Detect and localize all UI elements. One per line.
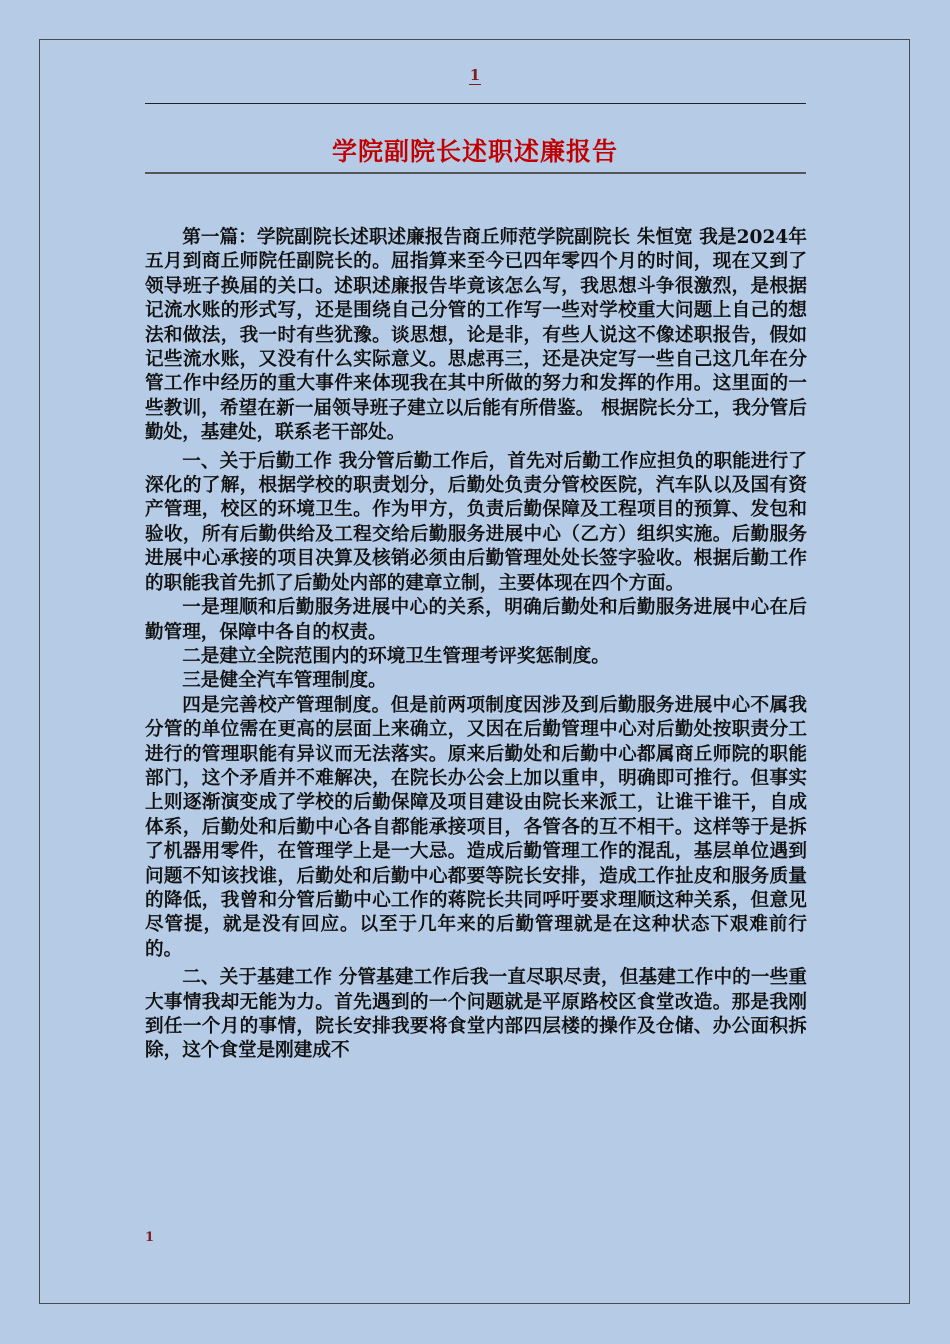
paragraph: 二是建立全院范围内的环境卫生管理考评奖惩制度。 xyxy=(182,645,610,667)
title-divider xyxy=(145,172,806,174)
header-page-number: 1 xyxy=(469,66,481,84)
document-body xyxy=(145,226,807,1064)
paragraph: 一、关于后勤工作 我分管后勤工作后，首先对后勤工作应担负的职能进行了深化的了解，根据学校的职责划分，后勤处负责分管校医院，汽车队以及国有资产管理，校区的环境卫生。作为甲方，负责后勤保障及工程项目的预算、发包和验收，所有后勤供给及工程交给后勤服务进展中心（乙方）组织实施。后勤服务进展中心承接的项目决算及核销必须由后勤管理处处长签字验收。根据后勤工作的职能我首先抓了后勤处内部的建章立制，主要体现在四个方面。 xyxy=(145,450,807,594)
document-title: 学院副院长述职述廉报告 xyxy=(331,137,618,166)
paragraph: 三是健全汽车管理制度。 xyxy=(182,670,387,692)
paragraph: 二、关于基建工作 分管基建工作后我一直尽职尽责，但基建工作中的一些重大事情我却无能为力。首先遇到的一个问题就是平原路校区食堂改造。那是我刚到任一个月的事情，院长安排我要将食堂内部四层楼的操作及仓储、办公面积拆除，这个食堂是刚建成不 xyxy=(145,967,807,1062)
header-divider xyxy=(145,103,806,104)
footer-page-number: 1 xyxy=(145,1230,155,1245)
paragraph: 一是理顺和后勤服务进展中心的关系，明确后勤处和后勤服务进展中心在后勤管理，保障中各自的权责。 xyxy=(145,597,807,643)
paragraph: 四是完善校产管理制度。但是前两项制度因涉及到后勤服务进展中心不属我分管的单位需在更高的层面上来确立，又因在后勤管理中心对后勤处按职责分工进行的管理职能有异议而无法落实。原来后勤处和后勤中心都属商丘师院的职能部门，这个矛盾并不难解决，在院长办公会上加以重申，明确即可推行。但事实上则逐渐演变成了学校的后勤保障及项目建设由院长来派工，让谁干谁干，自成体系，后勤处和后勤中心各自都能承接项目，各管各的互不相干。这样等于是拆了机器用零件，在管理学上是一大忌。造成后勤管理工作的混乱，基层单位遇到问题不知该找谁，后勤处和后勤中心都要等院长安排，造成工作扯皮和服务质量的降低，我曾和分管后勤中心工作的蒋院长共同呼吁要求理顺这种关系，但意见尽管提，就是没有回应。以至于几年来的后勤管理就是在这种状态下艰难前行的。 xyxy=(145,694,807,960)
paragraph: 第一篇：学院副院长述职述廉报告商丘师范学院副院长 朱恒宽 我是2024年五月到商丘师院任副院长的。屈指算来至今已四年零四个月的时间，现在又到了领导班子换届的关口。述职述廉报告毕竟该怎么写，我思想斗争很激烈，是根据记流水账的形式写，还是围绕自己分管的工作写一些对学校重大问题上自己的想法和做法，我一时有些犹豫。谈思想，论是非，有些人说这不像述职报告，假如记些流水账，又没有什么实际意义。思虑再三，还是决定写一些自己这几年在分管工作中经历的重大事件来体现我在其中所做的努力和发挥的作用。这里面的一些教训，希望在新一届领导班子建立以后能有所借鉴。 根据院长分工，我分管后勤处，基建处，联系老干部处。 xyxy=(145,227,807,444)
